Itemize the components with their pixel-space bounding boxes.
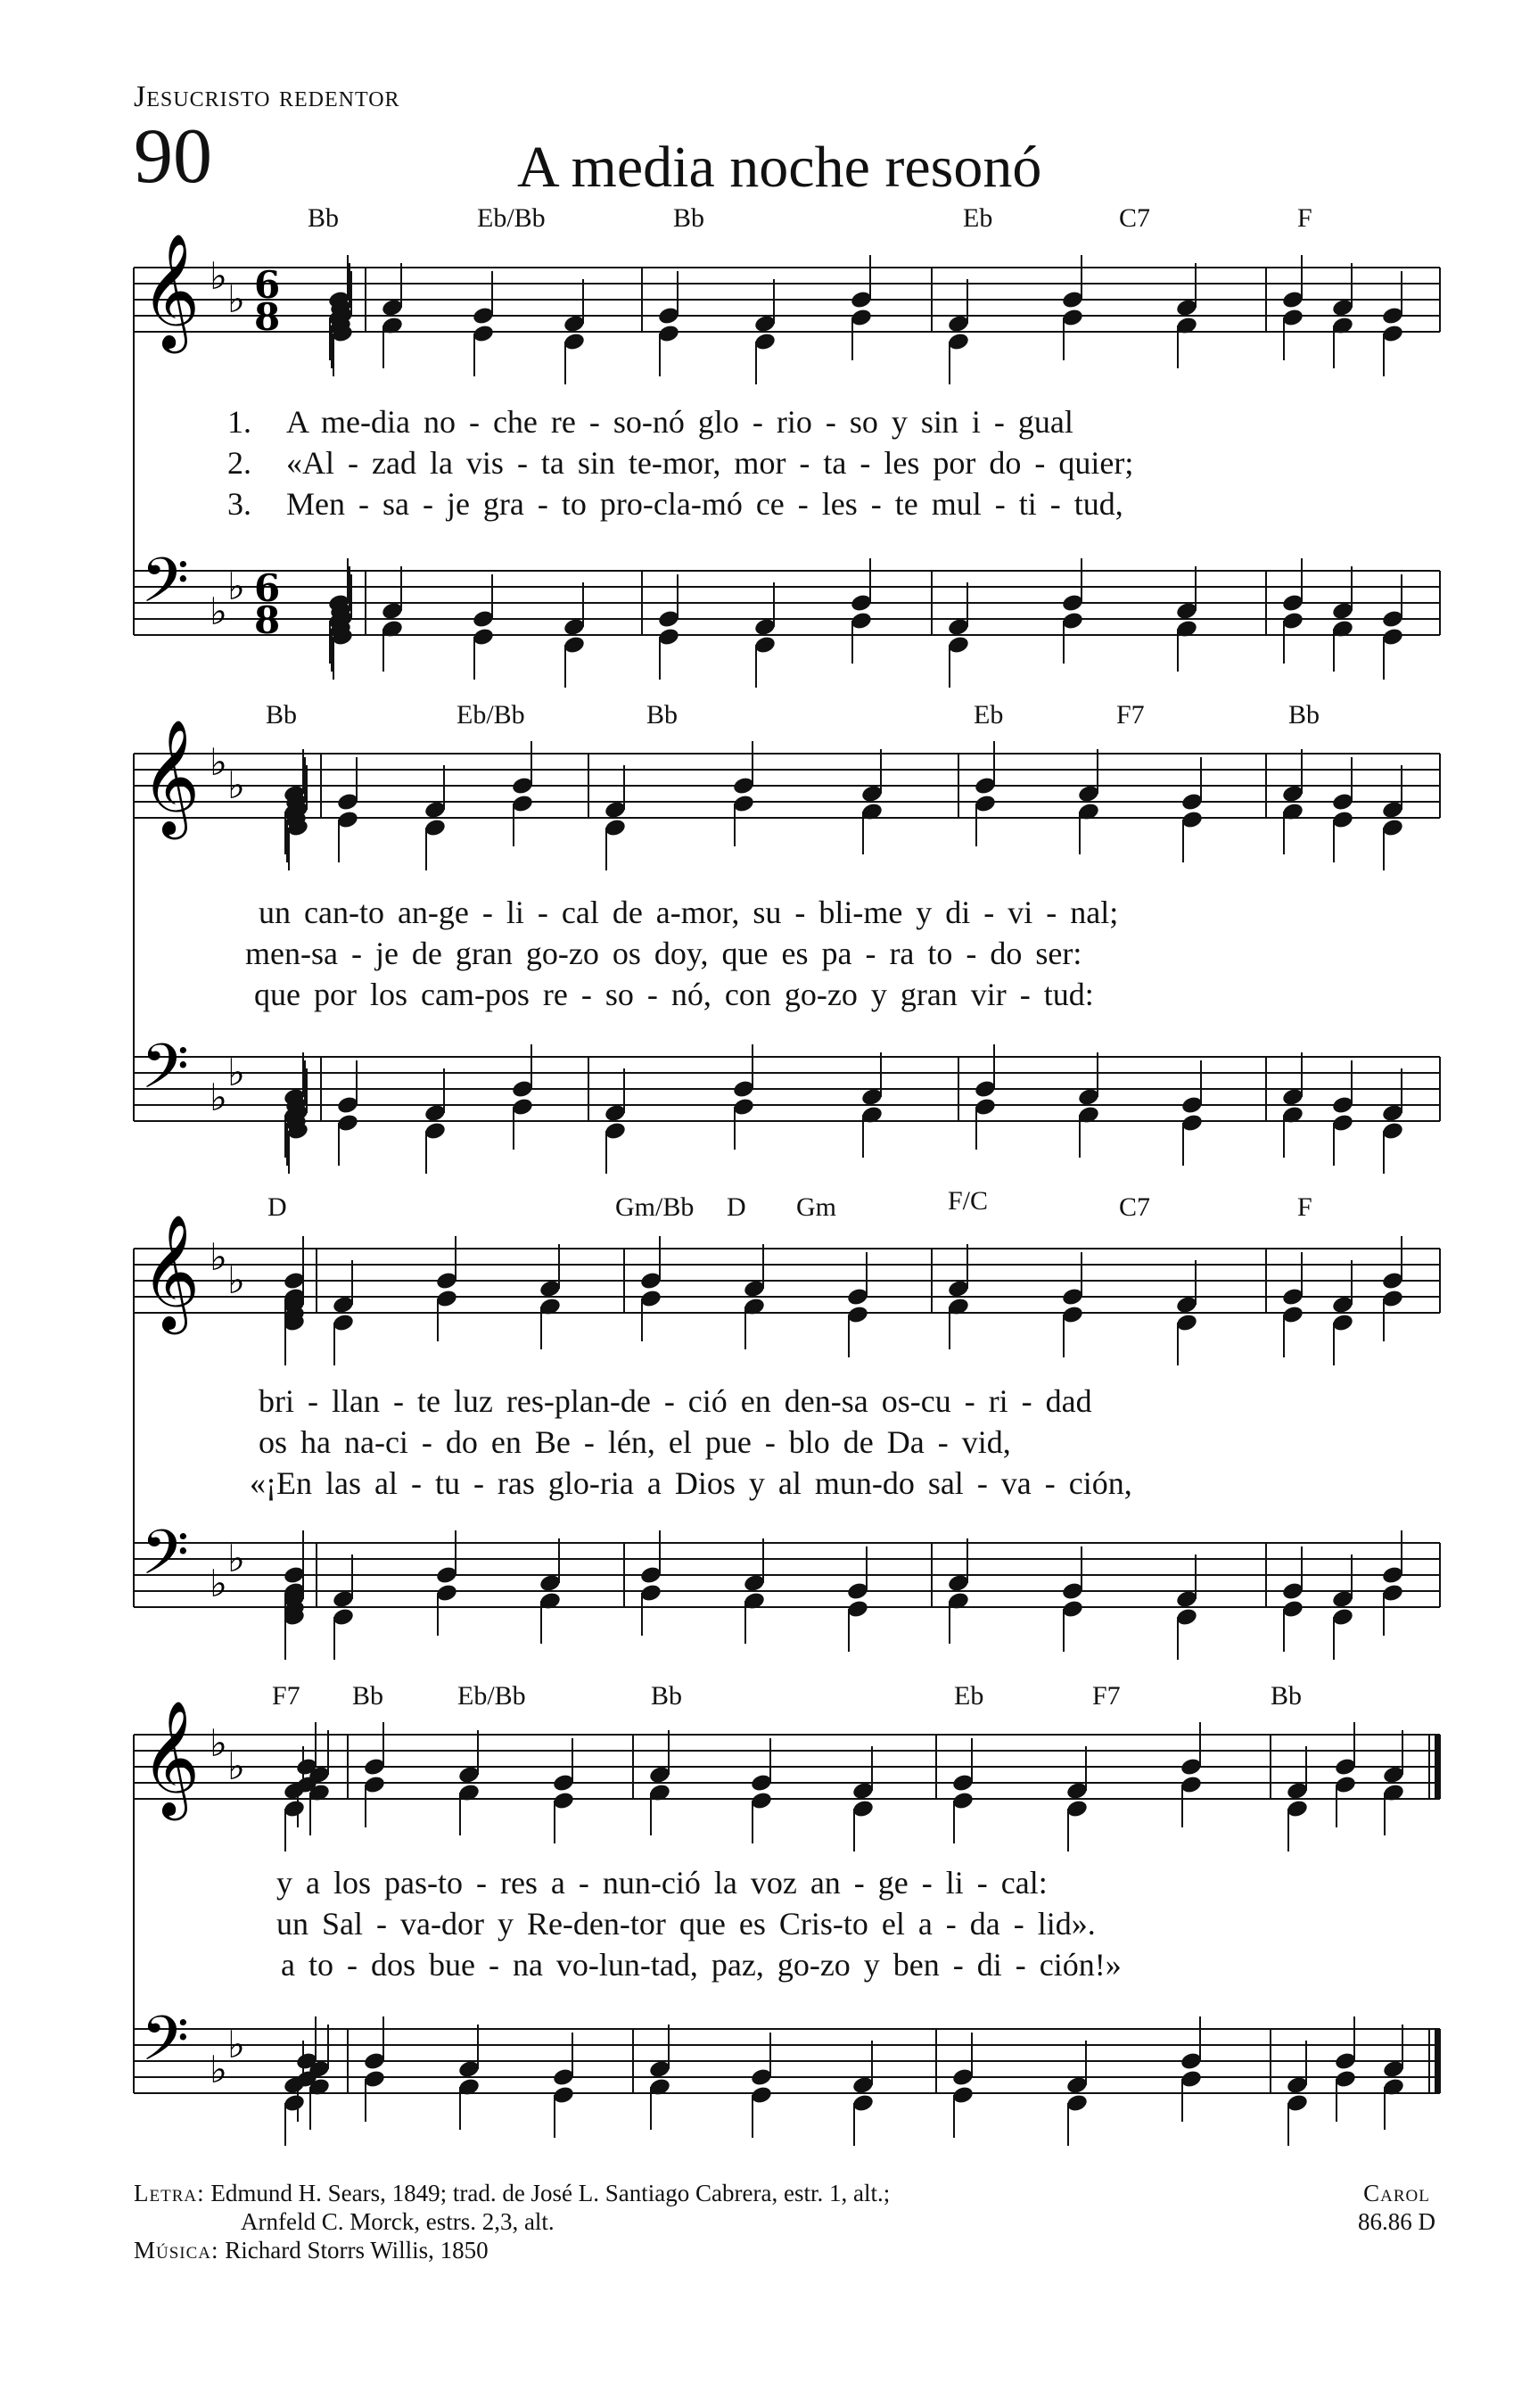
chord-symbol: Eb	[963, 203, 993, 233]
section-title: Jesucristo redentor	[134, 80, 400, 113]
tune-name: Carol	[1363, 2180, 1430, 2206]
flat-icon: ♭	[227, 763, 245, 807]
chord-symbol: F7	[1116, 700, 1145, 730]
flat-icon: ♭	[227, 1537, 245, 1580]
flat-icon: ♭	[227, 1051, 245, 1094]
chord-symbol: Bb	[308, 203, 340, 233]
lyric-line-verse-3: a to - dos bue - na vo-lun-tad, paz, go-zo y ben - di - ción!»	[281, 1947, 1122, 1983]
lyric-line-verse-2: os ha na-ci - do en Be - lén, el pue - blo de Da - vid,	[259, 1424, 1011, 1460]
music-label: Música:	[134, 2237, 219, 2264]
time-signature-denominator: 8	[254, 598, 281, 642]
chord-symbol: Eb	[974, 700, 1004, 730]
flat-icon: ♭	[210, 2048, 227, 2091]
final-barline	[1435, 2029, 1441, 2093]
flat-icon: ♭	[227, 565, 245, 608]
lyric-line-verse-1: y a los pas-to - res a - nun-ció la voz an - ge - li - cal:	[276, 1865, 1048, 1901]
chord-symbol: D	[727, 1192, 746, 1222]
time-signature-denominator: 8	[254, 295, 281, 339]
flat-icon: ♭	[210, 1562, 227, 1605]
lyrics-credit-continued: Arnfeld C. Morck, estrs. 2,3, alt.	[241, 2208, 555, 2235]
chord-symbol: D	[267, 1192, 287, 1222]
lyric-line-verse-1: un can-to an-ge - li - cal de a-mor, su - bli-me y di - vi - nal;	[259, 895, 1119, 930]
hymn-number: 90	[134, 113, 212, 200]
hymn-title: A media noche resonó	[517, 135, 1042, 200]
lyric-line-verse-2: men-sa - je de gran go-zo os doy, que es pa - ra to - do ser:	[245, 936, 1082, 971]
treble-clef-icon: 𝄞	[141, 233, 201, 349]
flat-icon: ♭	[227, 1744, 245, 1788]
lyric-line-verse-1: bri - llan - te luz res-plan-de - ció en den-sa os-cu - ri - dad	[259, 1383, 1092, 1419]
chord-symbol: Bb	[1288, 700, 1320, 730]
chord-symbol: Eb/Bb	[456, 700, 525, 730]
chord-symbol: F	[1297, 1192, 1312, 1222]
chord-symbol: Eb/Bb	[457, 1681, 526, 1711]
chord-symbol: Gm	[796, 1192, 836, 1222]
chord-symbol: C7	[1119, 1192, 1151, 1222]
chord-symbol: F	[1297, 203, 1312, 233]
lyric-line-verse-3: «¡En las al - tu - ras glo-ria a Dios y al mun-do sal - va - ción,	[250, 1465, 1132, 1501]
bass-clef-icon: 𝄢	[141, 1030, 190, 1117]
chord-symbol: F7	[272, 1681, 300, 1711]
flat-icon: ♭	[210, 590, 227, 633]
chord-symbol: Eb/Bb	[477, 203, 546, 233]
time-signature-numerator: 6	[254, 263, 281, 307]
lyric-line-verse-1: 1. A me-dia no - che re - so-nó glo - rio - so y sin i - gual	[227, 404, 1073, 440]
chord-symbol: Bb	[646, 700, 679, 730]
lyrics-label: Letra:	[134, 2180, 205, 2206]
lyric-line-verse-3: que por los cam-pos re - so - nó, con go-zo y gran vir - tud:	[254, 977, 1094, 1012]
lyric-line-verse-3: 3. Men - sa - je gra - to pro-cla-mó ce - les - te mul - ti - tud,	[227, 486, 1123, 522]
bass-clef-icon: 𝄢	[141, 2002, 190, 2090]
flat-icon: ♭	[227, 277, 245, 321]
flat-icon: ♭	[210, 1235, 227, 1279]
lyric-line-verse-2: 2. «Al - zad la vis - ta sin te-mor, mor - ta - les por do - quier;	[227, 445, 1134, 481]
chord-symbol: F7	[1092, 1681, 1121, 1711]
treble-clef-icon: 𝄞	[141, 719, 201, 835]
flat-icon: ♭	[210, 254, 227, 298]
credits	[134, 2179, 890, 2264]
tune-info	[1358, 2179, 1435, 2236]
flat-icon: ♭	[210, 1721, 227, 1765]
chord-symbol: Gm/Bb	[615, 1192, 695, 1222]
bass-clef-icon: 𝄢	[141, 1516, 190, 1604]
chord-symbol: Eb	[954, 1681, 984, 1711]
treble-clef-icon: 𝄞	[141, 1214, 201, 1330]
lyrics-credit: Edmund H. Sears, 1849; trad. de José L. Santiago Cabrera, estr. 1, alt.;	[210, 2180, 891, 2206]
lyric-line-verse-2: un Sal - va-dor y Re-den-tor que es Cris-to el a - da - lid».	[276, 1906, 1096, 1942]
chord-symbol: Bb	[352, 1681, 384, 1711]
chord-symbol: Bb	[673, 203, 705, 233]
flat-icon: ♭	[210, 1076, 227, 1119]
flat-icon: ♭	[227, 2023, 245, 2066]
music-credit: Richard Storrs Willis, 1850	[225, 2237, 489, 2264]
flat-icon: ♭	[210, 740, 227, 784]
final-barline	[1435, 1735, 1441, 1799]
chord-symbol: C7	[1119, 203, 1151, 233]
chord-symbol: Bb	[1271, 1681, 1303, 1711]
time-signature-numerator: 6	[254, 566, 281, 610]
flat-icon: ♭	[227, 1258, 245, 1302]
chord-symbol: F/C	[948, 1186, 989, 1216]
chord-symbol: Bb	[651, 1681, 683, 1711]
chord-symbol: Bb	[266, 700, 298, 730]
meter: 86.86 D	[1358, 2208, 1435, 2235]
treble-clef-icon: 𝄞	[141, 1700, 201, 1816]
bass-clef-icon: 𝄢	[141, 544, 190, 631]
